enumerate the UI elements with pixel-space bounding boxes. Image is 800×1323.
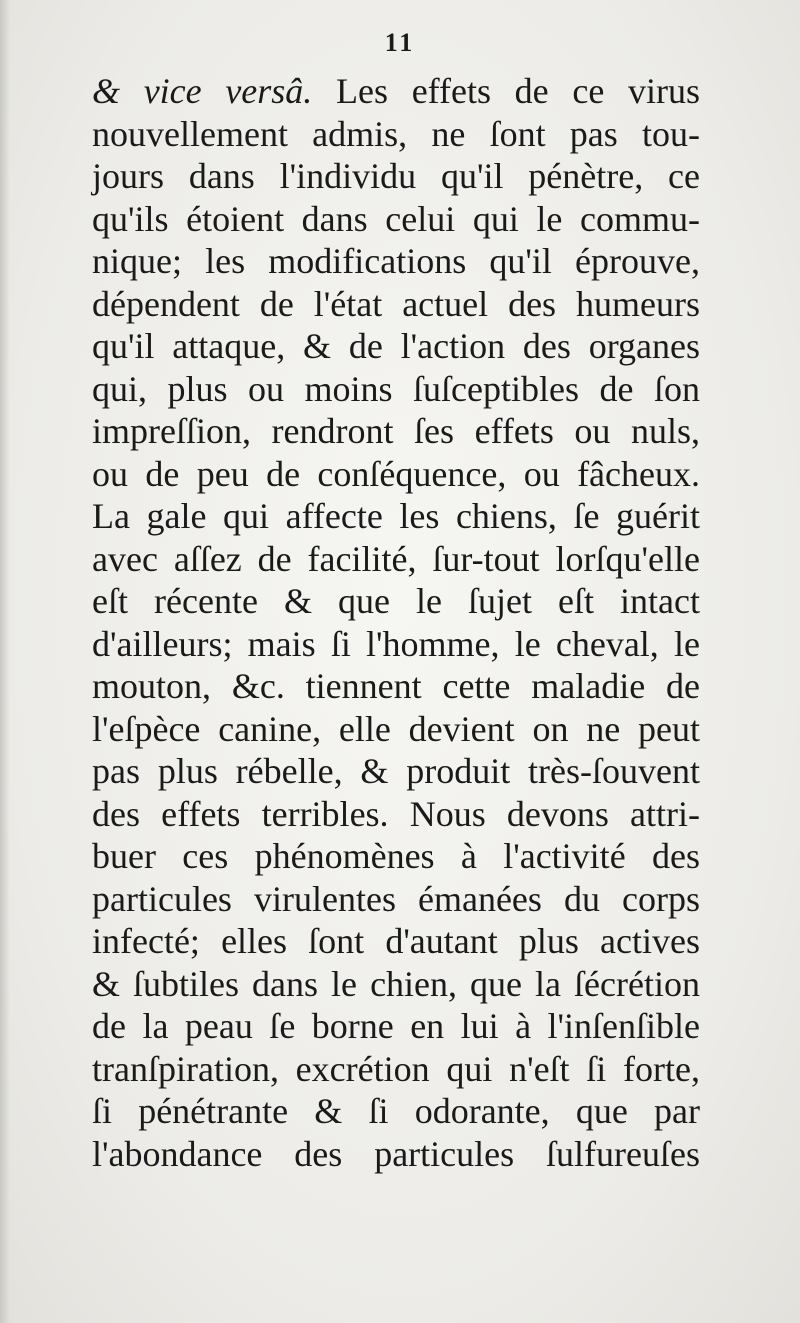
text-line: jours dans l'individu qu'il pénètre, ce bbox=[92, 156, 700, 196]
text-line: tranſpiration, excrétion qui n'eſt ſi forte, bbox=[92, 1048, 700, 1089]
text-line: qui, plus ou moins ſuſceptibles de ſon bbox=[92, 368, 700, 409]
text-line: nique; les modifications qu'il éprouve, bbox=[92, 241, 700, 281]
text-line: l'eſpèce canine, elle devient on ne peut bbox=[92, 708, 700, 749]
text-line: ſi pénétrante & ſi odorante, que par bbox=[92, 1091, 700, 1131]
text-line: de la peau ſe borne en lui à l'inſenſible bbox=[92, 1006, 700, 1046]
text-line: mouton, &c. tiennent cette maladie de bbox=[92, 666, 700, 706]
text-line: La gale qui affecte les chiens, ſe guérit bbox=[92, 496, 700, 536]
text-line bbox=[92, 70, 700, 113]
text-line: ou de peu de conſéquence, ou fâcheux. bbox=[92, 453, 700, 494]
italic-phrase: & vice versâ. bbox=[92, 71, 313, 111]
text-line: d'ailleurs; mais ſi l'homme, le cheval, le bbox=[92, 623, 700, 664]
text-line: eſt récente & que le ſujet eſt intact bbox=[92, 581, 700, 621]
text-line: avec aſſez de facilité, ſur-tout lorſqu'elle bbox=[92, 538, 700, 579]
text-line: infecté; elles ſont d'autant plus actives bbox=[92, 921, 700, 961]
text-line: pas plus rébelle, & produit très-ſouvent bbox=[92, 751, 700, 791]
text-line-rest: Les effets de ce virus bbox=[336, 71, 701, 111]
text-line: & ſubtiles dans le chien, que la ſécrétion bbox=[92, 963, 700, 1004]
text-line: des effets terribles. Nous devons attri- bbox=[92, 793, 700, 834]
text-line: dépendent de l'état actuel des humeurs bbox=[92, 283, 700, 324]
text-line: qu'ils étoient dans celui qui le commu- bbox=[92, 198, 700, 239]
text-line: nouvellement admis, ne ſont pas tou- bbox=[92, 113, 700, 154]
text-line: l'abondance des particules ſulfureuſes bbox=[92, 1133, 700, 1174]
text-line: impreſſion, rendront ſes effets ou nuls, bbox=[92, 411, 700, 451]
page-number: 11 bbox=[384, 28, 416, 57]
text-line: buer ces phénomènes à l'activité des bbox=[92, 836, 700, 876]
text-line: qu'il attaque, & de l'action des organes bbox=[92, 326, 700, 366]
body-text bbox=[92, 70, 700, 1175]
page-edge-shadow bbox=[0, 0, 10, 1323]
text-line: particules virulentes émanées du corps bbox=[92, 878, 700, 919]
